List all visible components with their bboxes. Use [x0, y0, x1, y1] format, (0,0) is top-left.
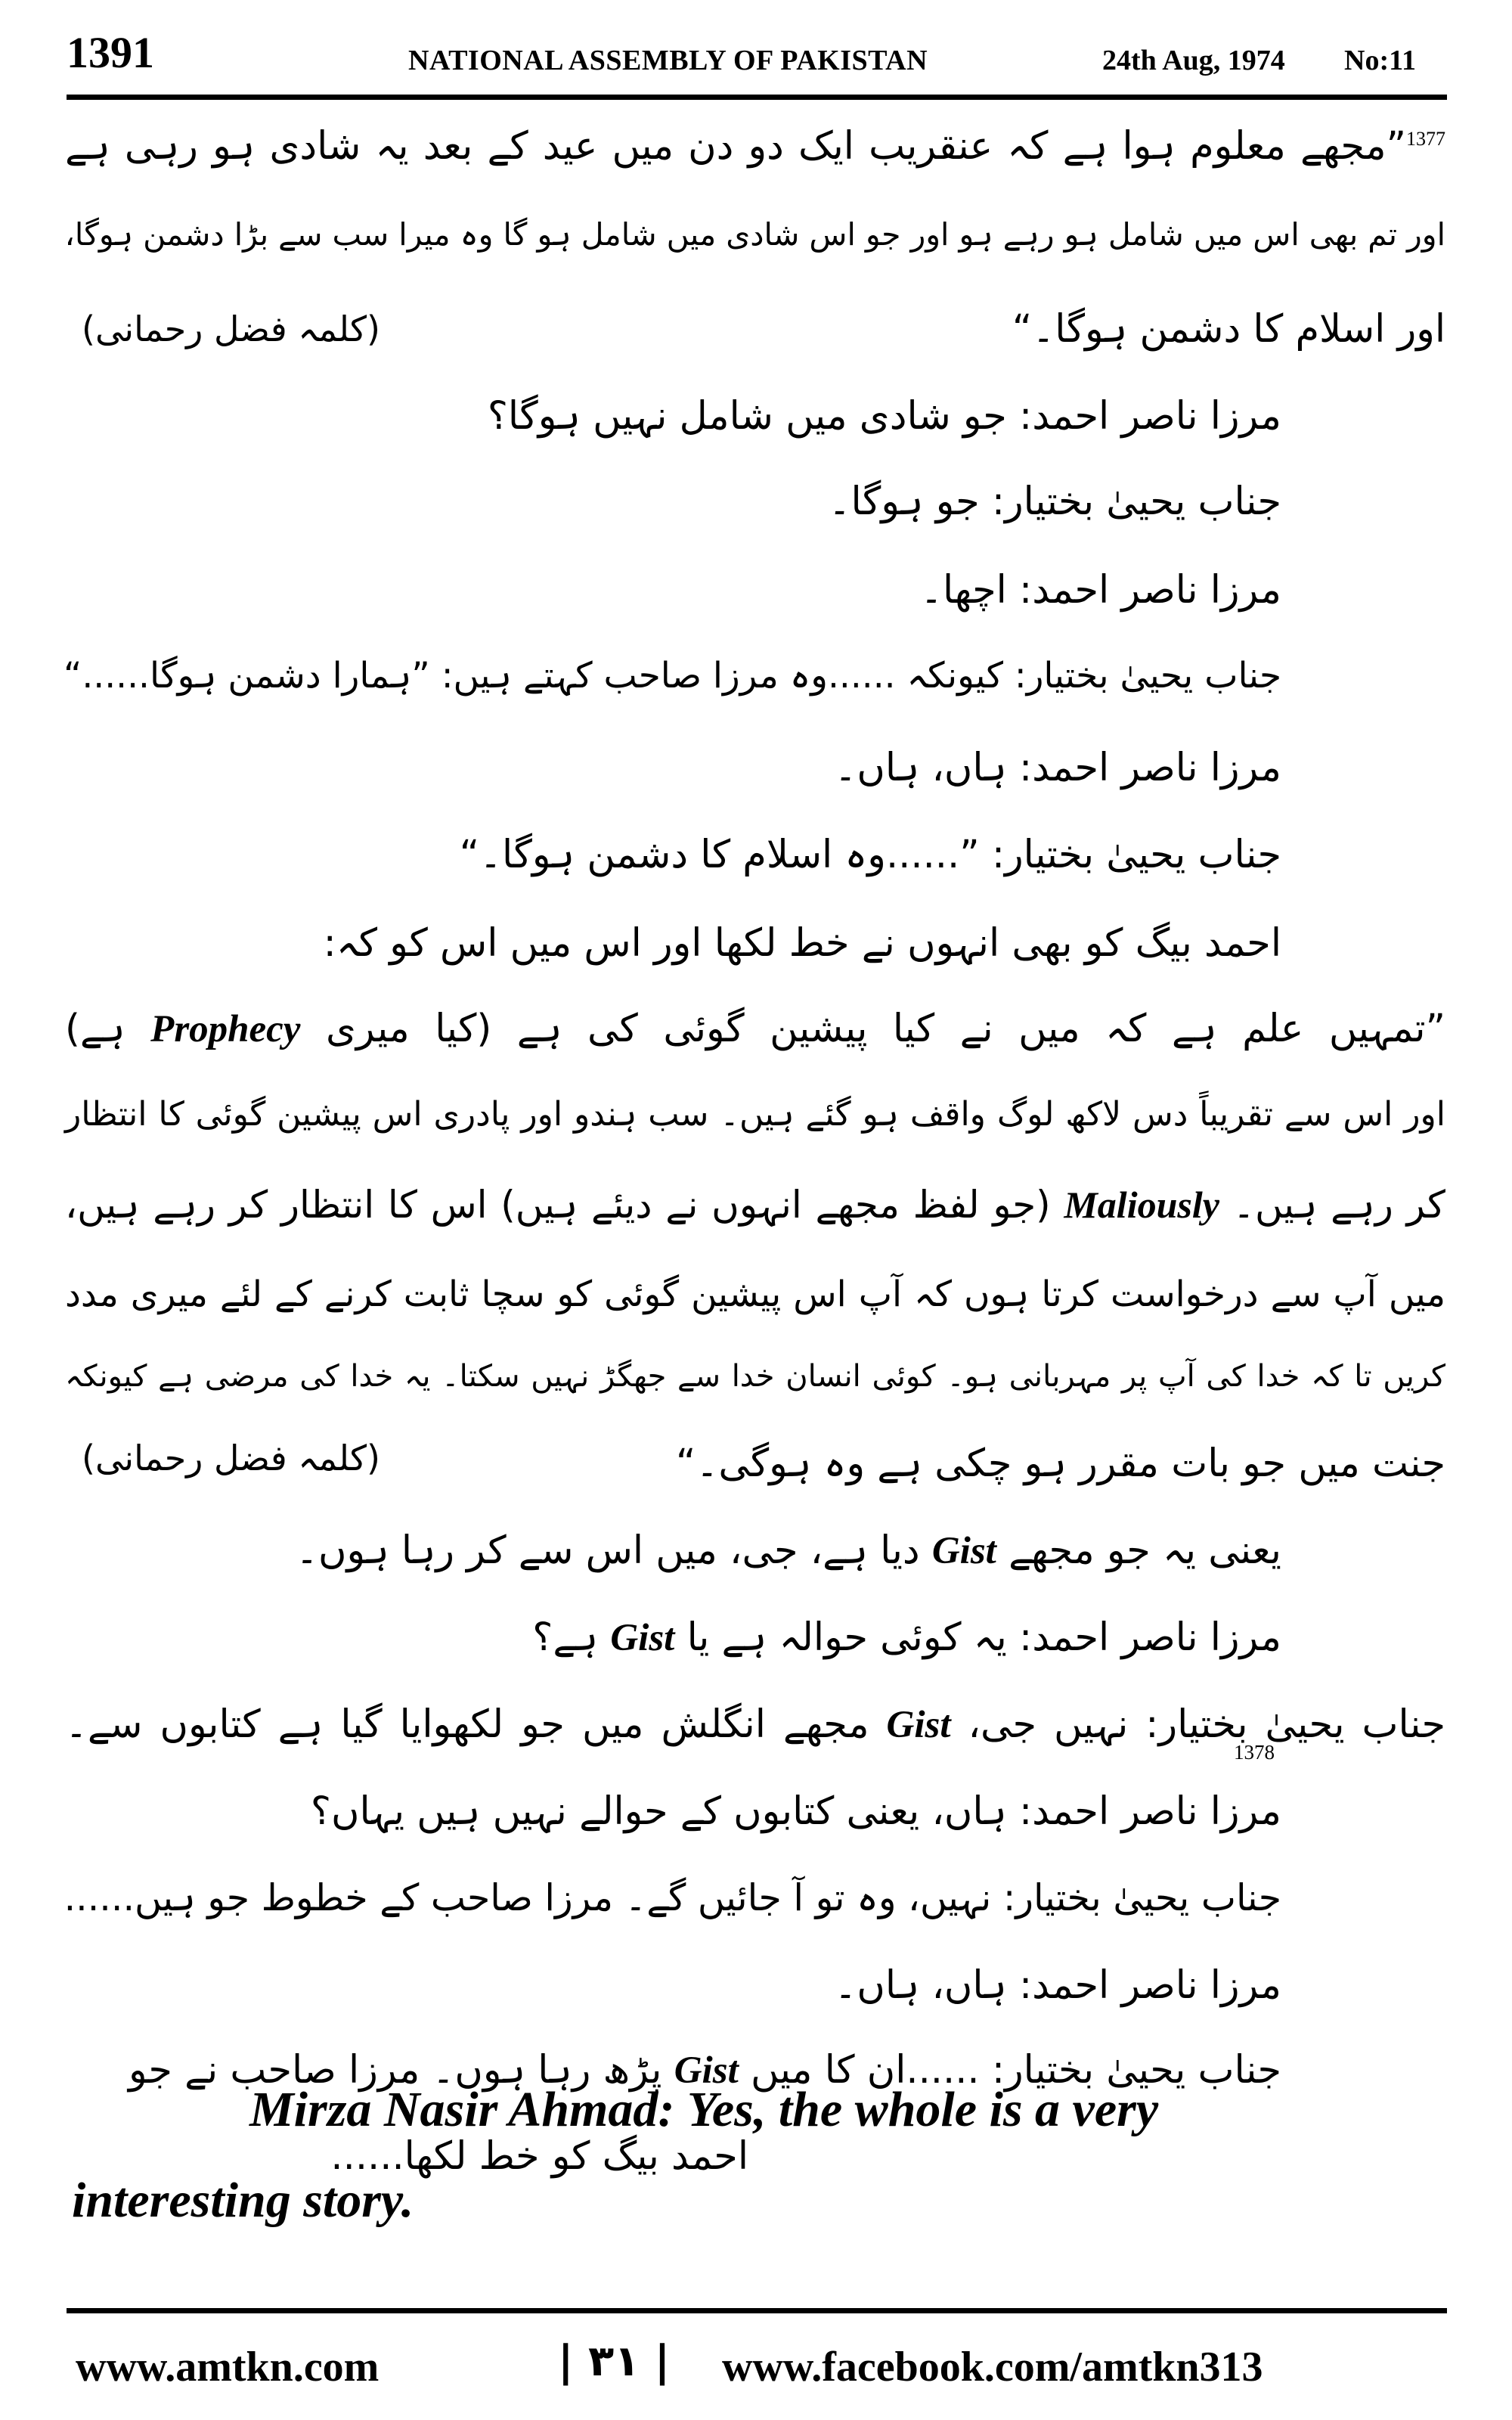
footer-website-link[interactable]: www.amtkn.com: [76, 2344, 380, 2391]
footer-page-number: | ٣١ |: [558, 2337, 671, 2386]
urdu-text: ”مجھے معلوم ہوا ہے کہ عنقریب ایک دو دن میں عید کے بعد یہ شادی ہو رہی ہے: [65, 124, 1406, 169]
english-inline: Gist: [610, 1617, 675, 1659]
urdu-text: مجھے انگلش میں جو لکھوایا گیا ہے کتابوں سے۔: [65, 1702, 869, 1747]
urdu-text: پڑھ رہا ہوں۔ مرزا صاحب نے جو: [129, 2048, 662, 2093]
urdu-text: کر رہے ہیں۔: [1232, 1183, 1445, 1227]
urdu-line: میں آپ سے درخواست کرتا ہوں کہ آپ اس پیشین گوئی کو سچا ثابت کرنے کے لئے میری مدد: [65, 1274, 1445, 1315]
urdu-line: احمد بیگ کو بھی انہوں نے خط لکھا اور اس میں اس کو کہ:: [323, 921, 1281, 966]
urdu-line-3: اور اسلام کا دشمن ہوگا۔“: [1012, 307, 1445, 352]
english-line-2: interesting story.: [72, 2173, 414, 2228]
dialogue-line: مرزا ناصر احمد: ہاں، یعنی کتابوں کے حوالے نہیں ہیں یہاں؟: [310, 1789, 1281, 1834]
sitting-date: 24th Aug, 1974: [1102, 45, 1285, 76]
footnote-marker: 1377: [1406, 128, 1445, 150]
english-inline: Gist: [886, 1704, 951, 1746]
urdu-text: ہے): [65, 1007, 125, 1051]
urdu-text: دیا ہے، جی، میں اس سے کر رہا ہوں۔: [296, 1528, 920, 1573]
english-line-1: [249, 2081, 1158, 2139]
english-inline: Prophecy: [150, 1008, 301, 1050]
footer-rule: [67, 2308, 1447, 2313]
sitting-number: No:11: [1344, 45, 1416, 76]
english-inline: Maliously: [1064, 1184, 1219, 1226]
citation: (کلمہ فضل رحمانی): [82, 309, 380, 349]
urdu-line-2: اور تم بھی اس میں شامل ہو رہے ہو اور جو اس شادی میں شامل ہو گا وہ میرا سب سے بڑا دشمن ہوگا،: [64, 216, 1445, 253]
header-rule: [67, 95, 1447, 100]
dialogue-line: جناب یحییٰ بختیار: ”......وہ اسلام کا دشمن ہوگا۔“: [459, 833, 1281, 877]
urdu-line-quote-start: [65, 1007, 1446, 1051]
urdu-line: اور اس سے تقریباً دس لاکھ لوگ واقف ہو گئے ہیں۔ سب ہندو اور پادری اس پیشین گوئی کا انتظار: [65, 1095, 1445, 1134]
citation: (کلمہ فضل رحمانی): [82, 1438, 380, 1478]
running-head: NATIONAL ASSEMBLY OF PAKISTAN: [408, 45, 928, 76]
urdu-line: [296, 1528, 1281, 1573]
dialogue-line: جناب یحییٰ بختیار: کیونکہ ......وہ مرزا صاحب کہتے ہیں: ”ہمارا دشمن ہوگا......“: [63, 655, 1281, 697]
urdu-text: (جو لفظ مجھے انہوں نے دیئے ہیں) اس کا انتظار کر رہے ہیں،: [65, 1183, 1051, 1227]
dialogue-line: [65, 1702, 1446, 1747]
dialogue-line: جناب یحییٰ بختیار: نہیں، وہ تو آ جائیں گے۔ مرزا صاحب کے خطوط جو ہیں......: [64, 1876, 1281, 1919]
urdu-line: [65, 1183, 1445, 1227]
dialogue-line: مرزا ناصر احمد: جو شادی میں شامل نہیں ہوگا؟: [487, 394, 1281, 439]
urdu-line: احمد بیگ کو خط لکھا......: [330, 2134, 748, 2179]
urdu-text: جناب یحییٰ بختیار: ......ان کا میں: [750, 2048, 1281, 2093]
urdu-text: ”تمہیں علم ہے کہ میں نے کیا پیشین گوئی کی ہے (کیا میری: [325, 1007, 1446, 1051]
dialogue-line: مرزا ناصر احمد: اچھا۔: [920, 568, 1281, 613]
dialogue-line: مرزا ناصر احمد: ہاں، ہاں۔: [834, 746, 1281, 790]
urdu-line: جنت میں جو بات مقرر ہو چکی ہے وہ ہوگی۔“: [676, 1441, 1445, 1486]
dialogue-line: مرزا ناصر احمد: ہاں، ہاں۔: [834, 1963, 1281, 2008]
footer-facebook-link[interactable]: www.facebook.com/amtkn313: [722, 2344, 1263, 2391]
dialogue-line: جناب یحییٰ بختیار: جو ہوگا۔: [828, 479, 1281, 524]
footnote-marker: 1378: [1234, 1741, 1275, 1764]
english-text: Yes, the whole is a very: [686, 2082, 1159, 2137]
dialogue-line: [532, 1615, 1281, 1660]
urdu-line: کریں تا کہ خدا کی آپ پر مہربانی ہو۔ کوئی انسان خدا سے جھگڑ نہیں سکتا۔ یہ خدا کی مرضی ہے کیونکہ: [65, 1359, 1445, 1394]
english-inline: Gist: [674, 2049, 739, 2092]
urdu-text: ہے؟: [532, 1615, 599, 1660]
urdu-text: یعنی یہ جو مجھے: [1009, 1528, 1281, 1573]
english-inline: Gist: [931, 1530, 996, 1572]
speaker-name: Mirza Nasir Ahmad:: [249, 2082, 675, 2137]
page-number: 1391: [67, 28, 154, 77]
urdu-line-1: [65, 124, 1445, 169]
urdu-text: جناب یحییٰ بختیار: نہیں جی،: [968, 1702, 1446, 1747]
urdu-text: مرزا ناصر احمد: یہ کوئی حوالہ ہے یا: [686, 1615, 1281, 1660]
